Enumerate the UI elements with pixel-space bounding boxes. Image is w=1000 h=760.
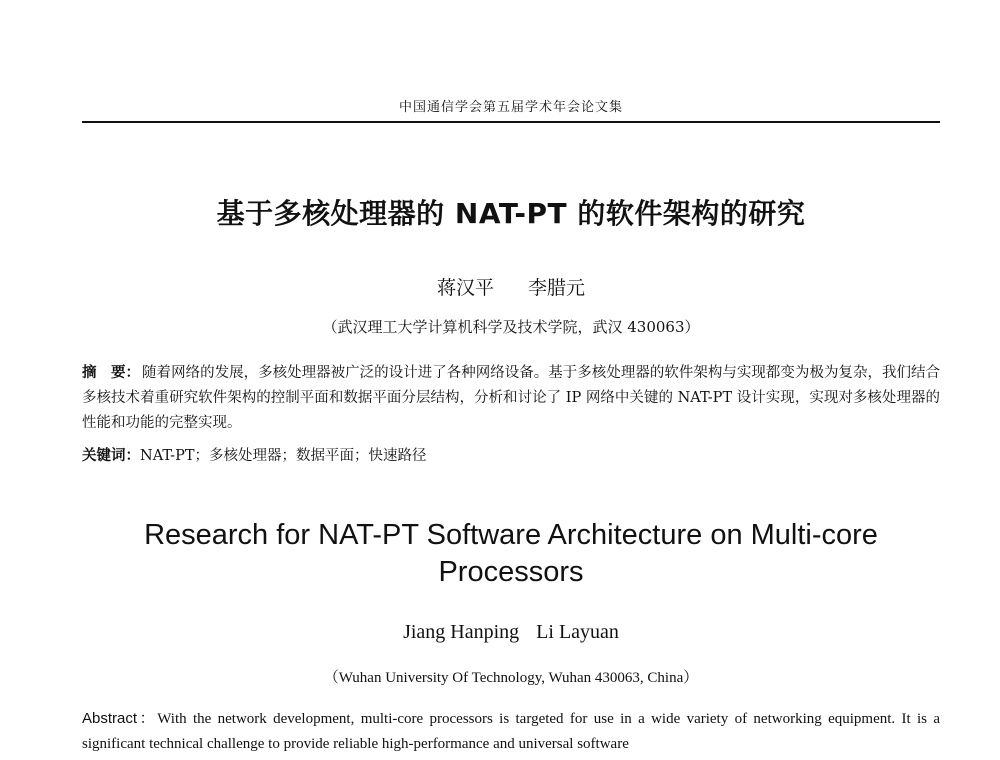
english-author-2: Li Layuan [536, 621, 619, 643]
chinese-affiliation: （武汉理工大学计算机科学及技术学院，武汉 430063） [322, 318, 700, 336]
chinese-authors [82, 273, 940, 300]
english-title: Research for NAT-PT Software Architecture on Multi-core Processors [144, 519, 878, 588]
chinese-abstract-label: 摘 要： [82, 364, 141, 381]
english-abstract-text: With the network development, multi-core processors is targeted for use in a wide variety of networking equipment. It is a significant technical challenge to provide reliable high-performance and universal software [82, 711, 940, 752]
chinese-title: 基于多核处理器的 NAT-PT 的软件架构的研究 [216, 197, 806, 230]
chinese-author-1: 蒋汉平 [436, 277, 494, 299]
chinese-keywords-label: 关键词： [82, 447, 140, 464]
chinese-abstract [82, 360, 940, 436]
english-abstract [82, 706, 940, 757]
chinese-keywords [82, 443, 940, 469]
running-head: 中国通信学会第五届学术年会论文集 [398, 100, 623, 115]
english-author-1: Jiang Hanping [403, 621, 520, 643]
chinese-keywords-text: NAT-PT；多核处理器；数据平面；快速路径 [140, 448, 427, 464]
chinese-author-2: 李腊元 [528, 277, 586, 299]
english-authors [82, 621, 940, 644]
header-rule [82, 121, 940, 123]
english-affiliation: （Wuhan University Of Technology, Wuhan 430063, China） [323, 670, 699, 686]
english-abstract-label: Abstract： [82, 710, 158, 727]
chinese-abstract-text: 随着网络的发展，多核处理器被广泛的设计进了各种网络设备。基于多核处理器的软件架构与实现都变为极为复杂，我们结合多核技术着重研究软件架构的控制平面和数据平面分层结构，分析和讨论了 IP 网络中关键的 NAT-PT 设计实现，实现对多核处理器的性能和功能的完整实现。 [82, 365, 941, 431]
